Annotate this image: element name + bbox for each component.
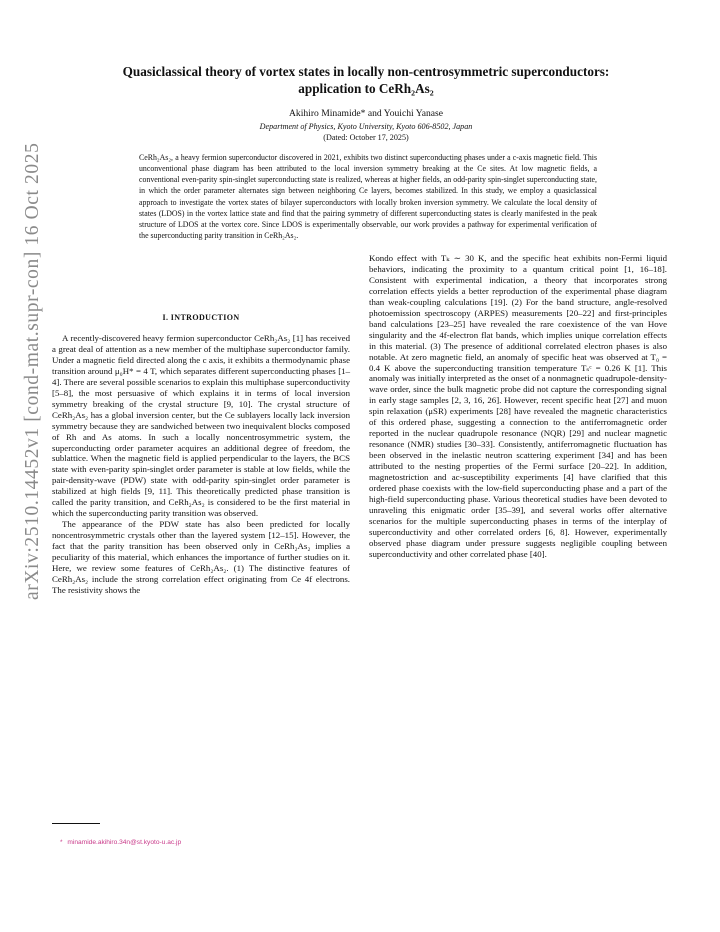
- right-column-text: Kondo effect with Tₖ ∼ 30 K, and the specific heat exhibits non-Fermi liquid behaviors, indicating the proximity to a quantum critical point [1, 16–18]. Consistent with experimental indication, a theory that incorporates strong correlation effects yields a better reproduction of the experimental phase diagram than weak-coupling calculations [19]. (2) For the band structure, angle-resolved photoemission spectroscopy (ARPES) measurements [20–22] and first-principles band calculations [23–25] have revealed the rare coexistence of the van Hove singularity and the 4f-electron flat bands, which implies unique correlation effects in this material. (3) The presence of additional correlated electron phases is also notable. At zero magnetic field, an anomaly of specific heat was observed at T₀ = 0.4 K above the superconducting transition temperature Tₛᶜ = 0.26 K [1]. This anomaly was initially interpreted as the onset of a nonmagnetic quadrupole-density-wave order, since the bulk magnetic probe did not capture the corresponding signal in early stage samples [2, 3, 16, 26]. However, recent specific heat [27] and muon spin relaxation (μSR) experiments [28] have revealed the magnetic characteristics of this ordered phase, suggesting a connection to the antiferromagnetic order reported in the nuclear quadrupole resonance (NQR) [29] and nuclear magnetic resonance (NMR) studies [30–33]. Consistently, antiferromagnetic fluctuation has been observed in the inelastic neutron scattering experiment [34] and has been attributed to the nesting properties of the Fermi surface [20–22]. In addition, magnetostriction and ac-susceptibility experiments [4] have clarified that this ordered phase coexists with the low-field superconducting phase and a part of the high-field superconducting phase. Various theoretical studies have been devoted to unraveling this enigmatic order [35–39], and several works offer alternative scenarios for the multiple superconducting phases in terms of the interplay of superconductivity and other correlated orders [6, 8]. However, experimentally observed phase diagram under pressure suggests negligible coupling between superconductivity and other correlated phase [40].: [369, 253, 667, 559]
- left-column: [52, 333, 350, 596]
- title-line-1: Quasiclassical theory of vortex states in locally non-centrosymmetric superconductors:: [122, 64, 610, 79]
- intro-paragraph-1: A recently-discovered heavy fermion superconductor CeRh₂As₂ [1] has received a great deal of attention as a new member of the multiphase superconductor family. Under a magnetic field directed along the c axis, it exhibits a thermodynamic phase transition around μ₀H* = 4 T, which separates different superconducting phases [1–4]. There are several possible scenarios to explain this multiphase superconductivity [5–8], the most persuasive of which explains it in terms of local inversion symmetry breaking of the crystal structure [9, 10]. The crystal structure of CeRh₂As₂ has a global inversion center, but the Ce sublayers locally lack inversion symmetry because they are sandwiched between two inequivalent blocks composed of Rh and As atoms. In such a locally noncentrosymmetric system, the superconducting order parameter acquires an additional degree of freedom, the sublattice. When the magnetic field is applied perpendicular to the layers, the BCS state with even-parity spin-singlet order parameter is stable at low fields, while the pair-density-wave (PDW) state with odd-parity spin-singlet order parameter is stabilized at high fields [9, 11]. This theoretically predicted phase transition is called the parity transition, and CeRh₂As₂ is considered to be the first material in which the superconducting parity transition was observed.: [52, 333, 350, 519]
- dated: (Dated: October 17, 2025): [323, 133, 409, 142]
- affiliation: Department of Physics, Kyoto University, Kyoto 606-8502, Japan: [259, 122, 473, 131]
- right-column: [369, 253, 667, 560]
- authors: Akihiro Minamide* and Youichi Yanase: [288, 108, 444, 119]
- title-line-2: application to CeRh₂As₂: [298, 80, 434, 96]
- intro-paragraph-2: The appearance of the PDW state has also been predicted for locally noncentrosymmetric crystals other than the layered system [12–15]. However, the fact that the parity transition has been observed only in CeRh₂As₂ implies a peculiarity of this material, which enhances the importance of further studies on it. Here, we review some features of CeRh₂As₂. (1) The distinctive features of CeRh₂As₂ include the strong correlation effect originating from Ce 4f electrons. The resistivity shows the: [52, 519, 350, 595]
- section-heading-introduction: I. INTRODUCTION: [162, 313, 240, 322]
- footnote-rule: [52, 823, 100, 824]
- arxiv-stamp: arXiv:2510.14452v1 [cond-mat.supr-con] 16 Oct 2025: [22, 142, 43, 600]
- footnote-email-link[interactable]: minamide.akihiro.34n@st.kyoto-u.ac.jp: [67, 839, 182, 846]
- abstract: [139, 152, 597, 241]
- footnote-marker: *: [60, 839, 63, 846]
- abstract-text: CeRh₂As₂, a heavy fermion superconductor discovered in 2021, exhibits two distinct superconducting phases under a c-axis magnetic field. This unconventional phase diagram has been attributed to the local inversion symmetry breaking at the Ce sites. At low magnetic fields, a conventional even-parity spin-singlet superconducting state is realized, whereas at higher fields, an odd-parity spin-singlet superconducting state, in which the order parameter alternates sign between neighboring Ce layers, becomes stabilized. In this study, we employ a quasiclassical approach to investigate the vortex states of bilayer superconductors with locally broken inversion symmetry. We calculate the local density of states (LDOS) in the vortex lattice state and find that the pairing symmetry of different superconducting states is clearly manifested in the peak structure of LDOS at the vortex core. Since LDOS is experimentally observable, our work provides a pathway for experimental verification of the superconducting parity transition in CeRh₂As₂.: [139, 153, 597, 241]
- paper-title: [60, 64, 672, 97]
- footnote: [60, 839, 181, 846]
